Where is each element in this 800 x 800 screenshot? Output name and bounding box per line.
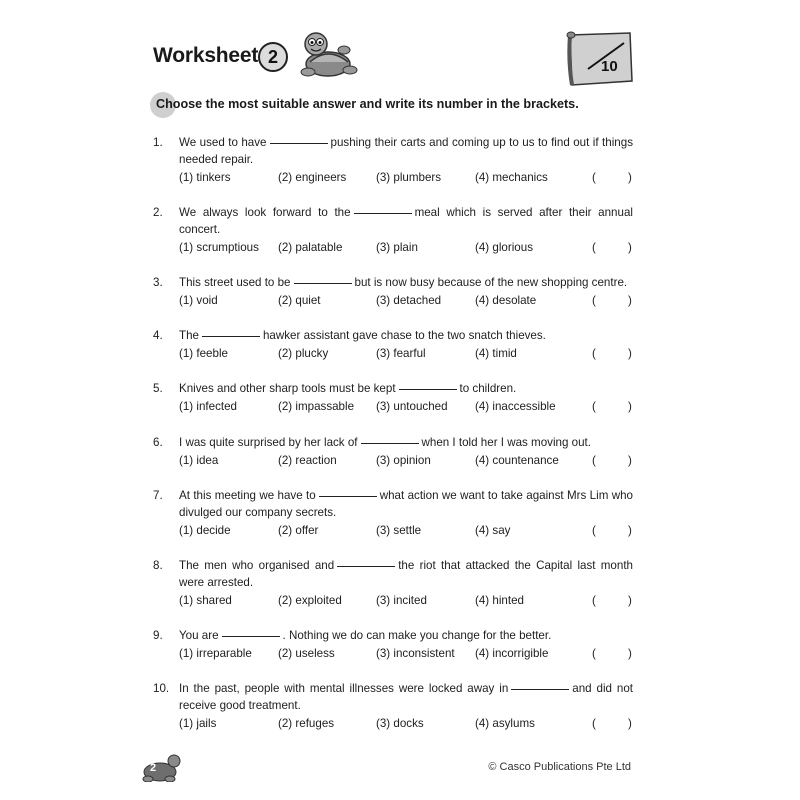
question-text-before: This street used to be bbox=[179, 276, 291, 289]
question-text-before: I was quite surprised by her lack of bbox=[179, 436, 358, 449]
answer-option: (3) fearful bbox=[376, 347, 426, 360]
question-text bbox=[179, 274, 633, 291]
answer-bracket-open[interactable]: ( bbox=[592, 524, 596, 537]
answer-option: (4) mechanics bbox=[475, 171, 548, 184]
answer-option: (2) refuges bbox=[278, 717, 335, 730]
question-number: 1. bbox=[153, 136, 163, 149]
page-number: 2 bbox=[150, 762, 157, 774]
question-item bbox=[153, 274, 633, 309]
answer-option: (3) incited bbox=[376, 594, 427, 607]
instruction-text: Choose the most suitable answer and write its number in the brackets. bbox=[156, 97, 579, 111]
question-text-after: to children. bbox=[459, 382, 517, 395]
option-row bbox=[179, 398, 633, 415]
question-number: 4. bbox=[153, 329, 163, 342]
question-text-before: You are bbox=[179, 629, 219, 642]
answer-option: (3) inconsistent bbox=[376, 647, 455, 660]
answer-bracket-open[interactable]: ( bbox=[592, 594, 596, 607]
answer-option: (1) feeble bbox=[179, 347, 228, 360]
question-text bbox=[179, 380, 633, 397]
answer-blank bbox=[319, 496, 377, 497]
answer-option: (4) incorrigible bbox=[475, 647, 549, 660]
question-text-before: At this meeting we have to bbox=[179, 489, 316, 502]
answer-blank bbox=[270, 143, 328, 144]
question-text-after: hawker assistant gave chase to the two snatch thieves. bbox=[262, 329, 546, 342]
question-number: 7. bbox=[153, 489, 163, 502]
option-row bbox=[179, 715, 633, 732]
answer-option: (1) irreparable bbox=[179, 647, 252, 660]
question-text-after: and did not receive good treatment. bbox=[179, 682, 633, 712]
question-item bbox=[153, 434, 633, 469]
answer-bracket-open[interactable]: ( bbox=[592, 647, 596, 660]
answer-option: (2) plucky bbox=[278, 347, 329, 360]
page-title: Worksheet bbox=[153, 44, 259, 67]
question-text bbox=[179, 627, 633, 644]
question-item bbox=[153, 487, 633, 539]
answer-blank bbox=[294, 283, 352, 284]
question-text bbox=[179, 204, 633, 238]
turtle-mascot-icon bbox=[292, 26, 358, 82]
answer-option: (1) infected bbox=[179, 400, 237, 413]
answer-bracket-open[interactable]: ( bbox=[592, 241, 596, 254]
answer-option: (2) useless bbox=[278, 647, 335, 660]
question-text-before: The bbox=[179, 329, 199, 342]
question-item bbox=[153, 680, 633, 732]
option-row bbox=[179, 345, 633, 362]
question-text-after: but is now busy because of the new shopping centre. bbox=[354, 276, 628, 289]
score-total: 10 bbox=[601, 58, 618, 75]
question-text-after: pushing their carts and coming up to us to find out if things needed repair. bbox=[179, 136, 633, 166]
question-text bbox=[179, 680, 633, 714]
answer-bracket-open[interactable]: ( bbox=[592, 400, 596, 413]
answer-option: (2) offer bbox=[278, 524, 319, 537]
question-text-before: We used to have bbox=[179, 136, 267, 149]
answer-option: (3) plumbers bbox=[376, 171, 442, 184]
answer-option: (3) settle bbox=[376, 524, 422, 537]
answer-option: (3) plain bbox=[376, 241, 418, 254]
turtle-footer-icon bbox=[140, 752, 182, 782]
question-item bbox=[153, 380, 633, 415]
answer-option: (2) quiet bbox=[278, 294, 321, 307]
answer-option: (4) hinted bbox=[475, 594, 524, 607]
answer-option: (1) void bbox=[179, 294, 218, 307]
question-text bbox=[179, 434, 633, 451]
answer-blank bbox=[337, 566, 395, 567]
question-text-after: . Nothing we do can make you change for the better. bbox=[282, 629, 552, 642]
answer-option: (1) shared bbox=[179, 594, 232, 607]
worksheet-number-badge: 2 bbox=[258, 42, 288, 72]
answer-option: (3) docks bbox=[376, 717, 424, 730]
answer-bracket-close: ) bbox=[628, 594, 632, 607]
question-text-after: meal which is served after their annual concert. bbox=[179, 206, 633, 236]
answer-bracket-close: ) bbox=[628, 454, 632, 467]
answer-option: (4) inaccessible bbox=[475, 400, 556, 413]
answer-blank bbox=[511, 689, 569, 690]
answer-blank bbox=[202, 336, 260, 337]
question-text-after: when I told her I was moving out. bbox=[421, 436, 591, 449]
question-text-after: what action we want to take against Mrs Lim who divulged our company secrets. bbox=[179, 489, 633, 519]
answer-bracket-close: ) bbox=[628, 347, 632, 360]
answer-bracket-open[interactable]: ( bbox=[592, 717, 596, 730]
answer-blank bbox=[222, 636, 280, 637]
question-item bbox=[153, 134, 633, 186]
answer-option: (4) glorious bbox=[475, 241, 533, 254]
answer-option: (2) exploited bbox=[278, 594, 342, 607]
option-row bbox=[179, 645, 633, 662]
answer-bracket-close: ) bbox=[628, 647, 632, 660]
answer-blank bbox=[361, 443, 419, 444]
answer-option: (4) countenance bbox=[475, 454, 559, 467]
question-number: 8. bbox=[153, 559, 163, 572]
answer-bracket-open[interactable]: ( bbox=[592, 347, 596, 360]
question-item bbox=[153, 627, 633, 662]
answer-option: (2) palatable bbox=[278, 241, 343, 254]
answer-option: (2) reaction bbox=[278, 454, 337, 467]
answer-bracket-close: ) bbox=[628, 717, 632, 730]
answer-option: (4) say bbox=[475, 524, 511, 537]
answer-option: (4) asylums bbox=[475, 717, 535, 730]
copyright: © Casco Publications Pte Ltd bbox=[488, 761, 631, 773]
answer-option: (3) opinion bbox=[376, 454, 431, 467]
answer-option: (4) timid bbox=[475, 347, 517, 360]
question-text bbox=[179, 327, 633, 344]
answer-bracket-close: ) bbox=[628, 400, 632, 413]
answer-bracket-open[interactable]: ( bbox=[592, 171, 596, 184]
answer-option: (2) engineers bbox=[278, 171, 347, 184]
question-item bbox=[153, 327, 633, 362]
question-number: 5. bbox=[153, 382, 163, 395]
answer-option: (4) desolate bbox=[475, 294, 537, 307]
answer-option: (2) impassable bbox=[278, 400, 355, 413]
question-item bbox=[153, 204, 633, 256]
question-text-after: the riot that attacked the Capital last month were arrested. bbox=[179, 559, 634, 589]
option-row bbox=[179, 522, 633, 539]
question-text-before: Knives and other sharp tools must be kept bbox=[179, 382, 396, 395]
answer-bracket-open[interactable]: ( bbox=[592, 294, 596, 307]
question-text-before: We always look forward to the bbox=[179, 206, 351, 219]
answer-bracket-open[interactable]: ( bbox=[592, 454, 596, 467]
question-text bbox=[179, 487, 633, 521]
question-number: 10. bbox=[153, 682, 170, 695]
question-text-before: In the past, people with mental illnesses were locked away in bbox=[179, 682, 509, 695]
question-number: 2. bbox=[153, 206, 163, 219]
answer-bracket-close: ) bbox=[628, 241, 632, 254]
question-number: 3. bbox=[153, 276, 163, 289]
option-row bbox=[179, 239, 633, 256]
answer-blank bbox=[354, 213, 412, 214]
answer-bracket-close: ) bbox=[628, 294, 632, 307]
question-number: 9. bbox=[153, 629, 163, 642]
question-text bbox=[179, 557, 633, 591]
option-row bbox=[179, 592, 633, 609]
question-text bbox=[179, 134, 633, 168]
question-number: 6. bbox=[153, 436, 163, 449]
answer-option: (1) scrumptious bbox=[179, 241, 259, 254]
answer-bracket-close: ) bbox=[628, 171, 632, 184]
answer-option: (3) untouched bbox=[376, 400, 448, 413]
question-text-before: The men who organised and bbox=[179, 559, 335, 572]
option-row bbox=[179, 169, 633, 186]
answer-option: (1) decide bbox=[179, 524, 231, 537]
answer-option: (1) idea bbox=[179, 454, 219, 467]
answer-blank bbox=[399, 389, 457, 390]
answer-bracket-close: ) bbox=[628, 524, 632, 537]
question-item bbox=[153, 557, 633, 609]
option-row bbox=[179, 292, 633, 309]
answer-option: (1) tinkers bbox=[179, 171, 231, 184]
option-row bbox=[179, 452, 633, 469]
answer-option: (3) detached bbox=[376, 294, 442, 307]
answer-option: (1) jails bbox=[179, 717, 217, 730]
